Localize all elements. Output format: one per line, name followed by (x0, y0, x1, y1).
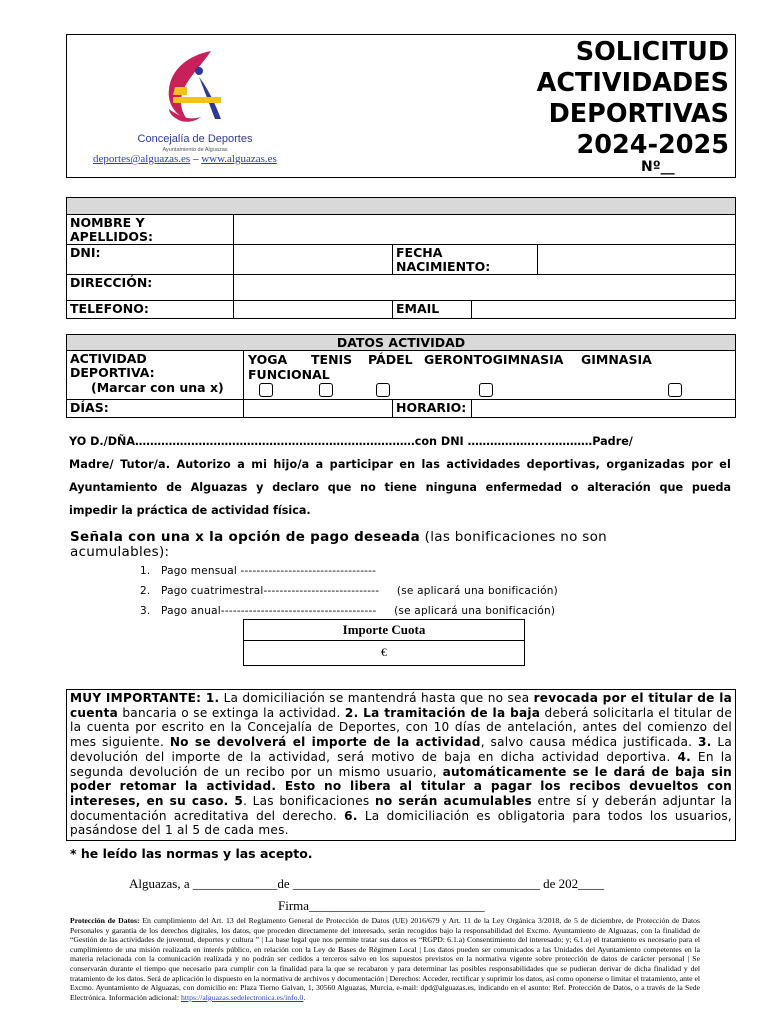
name-label: NOMBRE Y APELLIDOS: (70, 215, 153, 244)
important-segment: , salvo causa médica justificada. (480, 735, 699, 750)
logo-title: Concejalía de Deportes (137, 133, 253, 145)
privacy-text: En cumplimiento del Art. 13 del Reglamento General de Protección de Datos (UE) 2016/679 y Art. 11 de la Ley Orgánica 3/2018, de 5 de diciembre, de Protección de Datos Personales y garantía de los derechos digitales, los datos, que proceden directamente del interesado, serán recogidos bajo la responsabilidad del Excmo. Ayuntamiento de Alguazas, con la finalidad de “Gestión de las actividades de juventud, deportes y cultura ” | La base legal que nos permite tratar sus datos es “RGPD: 6.1.a) Consentimiento del interesado; y; 6.1.e) el tratamiento es necesario para el cumplimiento de una misión realizada en interés público, en relación con la Ley de Bases de Régimen Local | Los datos pueden ser comunicados a las Unidades del Ayuntamiento competentes en la materia relacionada con la comunicación realizada y no podrán ser cedidos a terceros salvo en los supuestos previstos en la normativa vigente sobre protección de datos de carácter personal | Se conservarán durante el tiempo que necesario para cumplir con la finalidad para la que se recabaron y para determinar las posibles responsabilidades que se pudieran derivar de dicha finalidad y del tratamiento de los datos. Será de aplicación lo dispuesto en la normativa de archivos y documentación | Derechos: Acceder, rectificar y suprimir los datos, así como oponerse o limitar el tratamiento, ante el Excmo. Ayuntamiento de Alguazas, con domicilio en: Plaza Tierno Galvan, 1, 30560 Alguazas, Murcia, e-mail: dpd@alguazas.es, indicando en el asunto: Ref. Protección de Datos, o a través de la Sede Electrónica. Información adicional: (70, 916, 700, 1002)
gerontogimnasia-checkbox[interactable] (479, 383, 493, 397)
email-field[interactable] (471, 300, 736, 319)
payment-option-3-num: 3. (140, 605, 151, 617)
days-label-cell (66, 399, 244, 418)
fee-header-cell (243, 619, 525, 641)
payment-option-1-text: Pago mensual ---------------------------------- (161, 565, 377, 577)
tenis-checkbox[interactable] (319, 383, 333, 397)
birth-field[interactable] (537, 244, 736, 275)
important-segment: La devolución del importe de la actividad, será motivo de baja en dicha actividad deportiva. (70, 735, 732, 764)
contact-links (93, 153, 277, 165)
logo-subtitle: Ayuntamiento de Alguazas (162, 147, 228, 153)
days-field[interactable] (243, 399, 393, 418)
payment-option-1[interactable] (140, 561, 558, 581)
declaration-line-3: Ayuntamiento de Alguazas y declaro que no tiene ninguna enfermedad o alteración que pueda (69, 481, 731, 494)
important-segment: automáticamente se le dará de baja sin poder retomar la actividad. Esto no libera al titular a pagar los recibos devueltos con intereses, en su caso. 5 (70, 764, 732, 808)
logo (129, 47, 259, 157)
email-link[interactable]: deportes@alguazas.es (93, 153, 191, 165)
important-segment: deberá solicitarla el titular de la cuenta por escrito en la Concejalía de Deportes, con 10 días de antelación, antes del comienzo del mes siguiente. (70, 705, 733, 750)
contact-separator: – (190, 153, 202, 165)
activity-options-cell (243, 350, 736, 400)
important-segment: 4. (677, 749, 691, 764)
activity-section-header (66, 334, 736, 351)
email-label: EMAIL (396, 301, 440, 316)
privacy-link[interactable]: https://alguazas.sedelectronica.es/info.0 (181, 992, 304, 1002)
payment-option-2-note: (se aplicará una bonificación) (396, 585, 558, 597)
title-line-1: SOLICITUD (575, 37, 729, 67)
option-yoga-label: YOGA (248, 352, 288, 367)
fee-amount-cell[interactable] (243, 640, 525, 666)
payment-heading (70, 530, 690, 560)
title-line-4: 2024-2025 (576, 130, 729, 160)
dni-label: DNI: (70, 245, 101, 260)
important-segment: revocada por el titular de la cuenta (70, 691, 732, 720)
declaration-text (69, 430, 731, 522)
important-segment: bancaria o se extinga la actividad. (118, 705, 345, 720)
important-segment: La domiciliación es obligatoria para todos los usuarios, pasándose del 1 al 5 de cada mes. (70, 808, 732, 838)
birth-label-cell (392, 244, 538, 275)
title-line-3: DEPORTIVAS (548, 99, 729, 129)
privacy-label: Protección de Datos: (70, 916, 140, 925)
important-segment: 2. La tramitación de la baja (344, 705, 541, 720)
schedule-label-cell (392, 399, 472, 418)
important-segment: No se devolverá el importe de la actividad (169, 735, 481, 750)
accept-rules: * he leído las normas y las acepto. (70, 846, 313, 861)
address-label: DIRECCIÓN: (70, 275, 153, 290)
schedule-label: HORARIO: (396, 400, 467, 415)
title-line-2: ACTIVIDADES (536, 68, 729, 98)
name-field[interactable] (233, 214, 736, 245)
declaration-line-2: Madre/ Tutor/a. Autorizo a mi hijo/a a participar en las actividades deportivas, organizadas por el (69, 458, 731, 471)
privacy-end: . (303, 992, 306, 1002)
activity-section-title: DATOS ACTIVIDAD (336, 335, 466, 350)
dni-label-cell (66, 244, 234, 275)
important-segment: 6. (344, 808, 358, 823)
phone-label: TELEFONO: (70, 301, 149, 316)
option-gerontogimnasia-label: GERONTOGIMNASIA (424, 352, 564, 367)
web-link[interactable]: www.alguazas.es (201, 153, 277, 165)
payment-option-2-num: 2. (140, 585, 151, 597)
dni-field[interactable] (233, 244, 393, 275)
header-box (66, 34, 736, 178)
important-segment: En la segunda devolución de un recibo por un mismo usuario, (70, 749, 732, 779)
option-padel-label: PÁDEL (368, 352, 413, 367)
payment-heading-line2: acumulables): (70, 544, 170, 560)
important-notice (66, 689, 736, 841)
payment-heading-bold: Señala con una x la opción de pago deseada (70, 529, 421, 545)
important-segment: MUY IMPORTANTE: 1. (70, 691, 220, 705)
activity-label-3: (Marcar con una x) (91, 380, 224, 395)
days-label: DÍAS: (70, 400, 109, 415)
important-segment: no serán acumulables (374, 793, 532, 808)
privacy-notice (70, 916, 700, 1002)
payment-heading-rest: (las bonificaciones no son (420, 529, 608, 545)
activity-label-cell (66, 350, 244, 400)
option-tenis-label: TENIS (311, 352, 353, 367)
declaration-line-4: impedir la práctica de actividad física. (69, 504, 311, 517)
option-gimnasia-label: GIMNASIA (581, 352, 652, 367)
signature-line: Firma___________________________ (278, 898, 485, 913)
option-funcional-label: FUNCIONAL (248, 367, 330, 382)
important-segment: . Las bonificaciones (243, 793, 375, 808)
name-label-cell (66, 214, 234, 245)
place-date-line: Alguazas, a _____________de ______________________________________ de 202____ (129, 876, 605, 891)
phone-label-cell (66, 300, 234, 319)
birth-label: FECHA NACIMIENTO: (396, 245, 491, 274)
gimnasia-funcional-checkbox[interactable] (668, 383, 682, 397)
important-segment: 3. (698, 735, 712, 750)
activity-label-2: DEPORTIVA: (70, 365, 155, 380)
email-label-cell (392, 300, 472, 319)
yoga-checkbox[interactable] (259, 383, 273, 397)
payment-option-2-text: Pago cuatrimestral----------------------------- (161, 585, 380, 597)
payment-option-3-text: Pago anual--------------------------------------- (161, 605, 377, 617)
declaration-line-1: YO D./DÑA…………………………………………………………………con DNI ………………...…………Padre/ (69, 435, 633, 448)
payment-option-2[interactable] (140, 581, 558, 601)
important-segment: entre sí y deberán adjuntar la documentación acreditativa del derecho. (70, 793, 733, 823)
fee-currency: € (381, 645, 387, 659)
schedule-field[interactable] (471, 399, 736, 418)
payment-option-3-note: (se aplicará una bonificación) (394, 605, 556, 617)
phone-field[interactable] (233, 300, 393, 319)
personal-header-bar (66, 197, 736, 215)
activity-label-1: ACTIVIDAD (70, 351, 147, 366)
padel-checkbox[interactable] (376, 383, 390, 397)
payment-option-1-num: 1. (140, 565, 151, 577)
fee-header: Importe Cuota (342, 622, 426, 637)
payment-option-3[interactable] (140, 601, 558, 621)
form-title (537, 37, 729, 161)
important-text (70, 691, 732, 838)
payment-options (140, 561, 558, 621)
important-segment: La domiciliación se mantendrá hasta que no sea (219, 691, 534, 705)
request-number: Nº__ (641, 159, 675, 175)
address-label-cell (66, 274, 234, 301)
address-field[interactable] (233, 274, 736, 301)
